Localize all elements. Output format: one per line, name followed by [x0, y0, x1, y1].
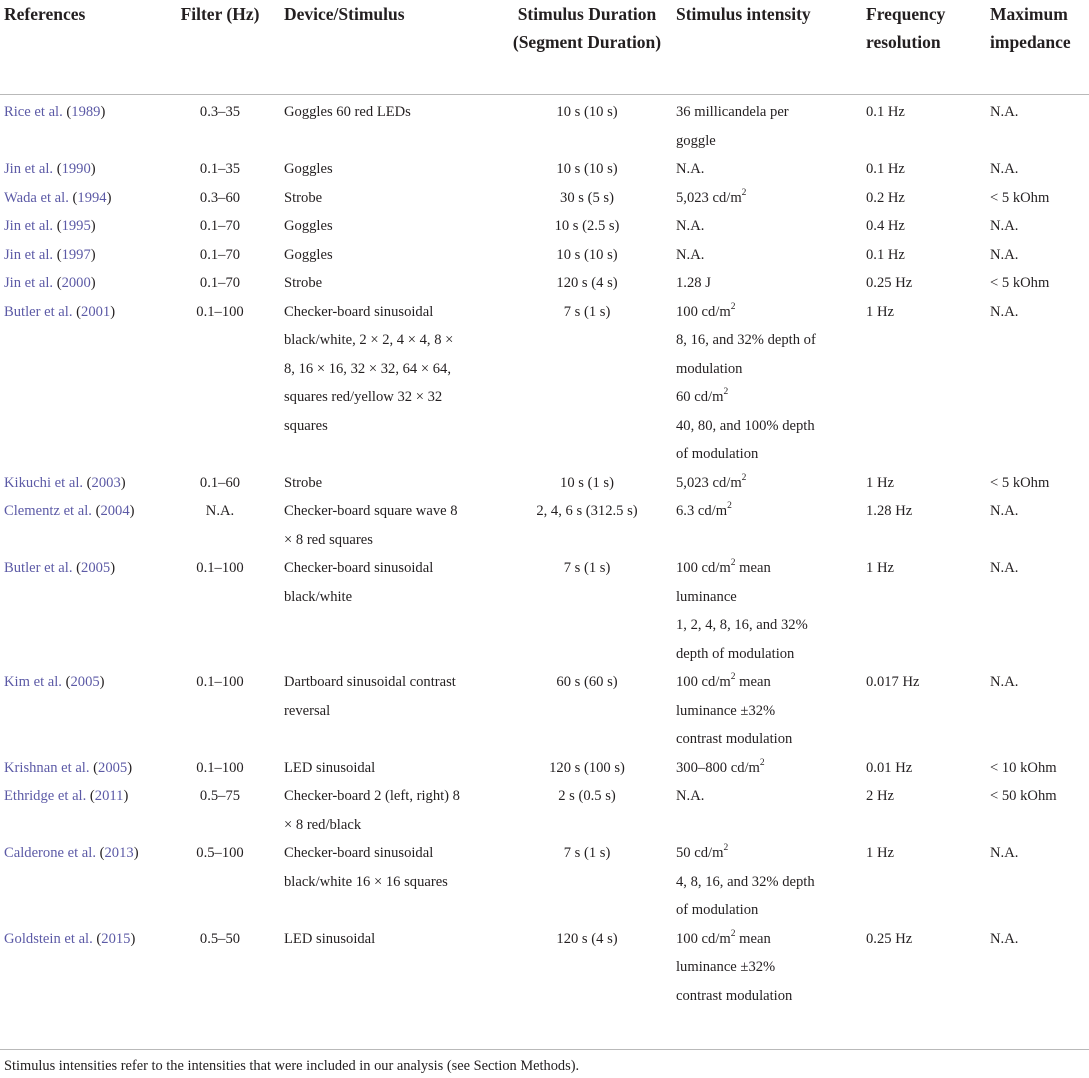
reference-link[interactable]: Clementz et al. [4, 503, 92, 519]
reference-cell [0, 668, 160, 754]
reference-year-link[interactable]: 1994 [77, 189, 107, 206]
impedance-cell: N.A. [990, 674, 1019, 690]
reference-cell [0, 212, 160, 241]
duration-cell: 10 s (10 s) [556, 104, 618, 120]
impedance-cell: N.A. [990, 104, 1019, 120]
device-cell [280, 754, 502, 783]
device-cell [280, 839, 502, 925]
duration-cell: 7 s (1 s) [563, 303, 611, 320]
table-row [0, 269, 1089, 298]
table-body [0, 95, 1089, 1011]
paren-close: ) [110, 560, 116, 576]
duration-cell: 2 s (0.5 s) [558, 788, 616, 804]
table-row [0, 925, 1089, 1011]
paren-open: ( [92, 930, 102, 947]
paren-close: ) [90, 246, 96, 263]
cell-line: 5,023 $cd/m^2$ [676, 472, 747, 491]
device-cell [280, 925, 502, 1011]
frequency-cell: 0.25 Hz [866, 275, 913, 291]
reference-cell [0, 497, 160, 554]
device-cell [280, 782, 502, 839]
intensity-cell [672, 925, 862, 1011]
cell-line: black/white, 2 × 2, 4 × 4, 8 × [284, 332, 454, 348]
duration-cell: 120 s (100 s) [549, 759, 625, 776]
reference-link[interactable]: Ethridge et al. [4, 788, 87, 804]
paren-open: ( [61, 674, 71, 690]
reference-cell [0, 241, 160, 270]
reference-year-link[interactable]: 2011 [94, 788, 124, 804]
paren-close: ) [133, 845, 139, 861]
filter-cell: 0.5–100 [196, 845, 244, 861]
cell-line: reversal [284, 702, 331, 719]
table-row [0, 469, 1089, 498]
cell-line: luminance ±32% [676, 702, 776, 719]
filter-cell: 0.1–35 [199, 161, 241, 177]
paren-open: ( [53, 275, 62, 291]
cell-line: Strobe [284, 474, 323, 491]
cell-line: contrast modulation [676, 987, 793, 1004]
table-row [0, 95, 1089, 156]
cell-line: squares [284, 417, 328, 434]
reference-cell [0, 925, 160, 1011]
impedance-cell: N.A. [990, 560, 1019, 576]
reference-link[interactable]: Wada et al. [4, 189, 69, 206]
device-cell [280, 668, 502, 754]
duration-cell: 120 s (4 s) [556, 930, 618, 947]
reference-year-link[interactable]: 2005 [81, 560, 111, 576]
duration-cell: 7 s (1 s) [563, 560, 611, 576]
table-row [0, 155, 1089, 184]
cell-line: 100 $cd/m^2$ mean [676, 672, 771, 690]
reference-cell [0, 469, 160, 498]
header-duration: Stimulus Duration (Segment Duration) [512, 4, 662, 52]
cell-line: modulation [676, 360, 743, 377]
cell-line: black/white 16 × 16 squares [284, 873, 448, 890]
cell-line: squares red/yellow 32 × 32 [284, 389, 443, 405]
reference-cell [0, 95, 160, 156]
paren-close: ) [99, 674, 105, 690]
reference-link[interactable]: Butler et al. [4, 560, 73, 576]
footer-divider [0, 1049, 1089, 1050]
paren-close: ) [127, 759, 133, 776]
reference-year-link[interactable]: 2005 [98, 759, 128, 776]
paren-close: ) [90, 218, 96, 234]
filter-cell: 0.3–60 [199, 189, 241, 206]
cell-line: contrast modulation [676, 731, 793, 747]
paren-open: ( [68, 189, 78, 206]
impedance-cell: < 5 kOhm [990, 474, 1050, 491]
header-references: References [4, 4, 86, 24]
intensity-cell [672, 469, 862, 498]
impedance-cell: N.A. [990, 845, 1019, 861]
table-row [0, 554, 1089, 668]
cell-line: N.A. [676, 246, 705, 263]
reference-year-link[interactable]: 2005 [70, 674, 100, 690]
frequency-cell: 0.01 Hz [866, 759, 913, 776]
device-cell [280, 212, 502, 241]
frequency-cell: 0.017 Hz [866, 674, 920, 690]
frequency-cell: 1 Hz [866, 303, 894, 320]
frequency-cell: 0.1 Hz [866, 161, 905, 177]
table-row [0, 184, 1089, 213]
reference-cell [0, 184, 160, 213]
cell-line: luminance [676, 588, 737, 605]
device-cell [280, 554, 502, 668]
paren-close: ) [90, 161, 96, 177]
paren-open: ( [83, 474, 92, 491]
intensity-cell [672, 554, 862, 668]
intensity-cell [672, 95, 862, 156]
header-impedance: Maximum impedance [990, 4, 1071, 52]
cell-line: 8, 16, and 32% depth of [676, 332, 816, 348]
reference-cell [0, 782, 160, 839]
reference-link[interactable]: Krishnan et al. [4, 759, 90, 776]
duration-cell: 10 s (2.5 s) [554, 218, 620, 234]
paren-close: ) [110, 303, 116, 320]
impedance-cell: < 50 kOhm [990, 788, 1057, 804]
cell-line: 300–800 $cd/m^2$ [676, 757, 765, 776]
cell-line: luminance ±32% [676, 959, 776, 975]
intensity-cell [672, 298, 862, 469]
reference-link[interactable]: Rice et al. [4, 104, 63, 120]
cell-line: 100 $cd/m^2$ mean [676, 928, 771, 947]
cell-line: N.A. [676, 788, 705, 804]
reference-year-link[interactable]: 1995 [61, 218, 91, 234]
reference-cell [0, 155, 160, 184]
impedance-cell: N.A. [990, 503, 1019, 519]
cell-line: 5,023 $cd/m^2$ [676, 187, 747, 206]
reference-cell [0, 754, 160, 783]
cell-line: Checker-board 2 (left, right) 8 [284, 788, 460, 804]
reference-year-link[interactable]: 2004 [100, 503, 130, 519]
intensity-cell [672, 839, 862, 925]
reference-link[interactable]: Jin et al. [4, 161, 54, 177]
filter-cell: 0.1–100 [196, 674, 244, 690]
filter-cell: 0.1–70 [199, 275, 241, 291]
cell-line: 60 $cd/m^2$ [676, 387, 729, 405]
frequency-cell: 0.1 Hz [866, 246, 905, 263]
intensity-cell [672, 269, 862, 298]
cell-line: Goggles 60 red LEDs [284, 104, 411, 120]
cell-line: 8, 16 × 16, 32 × 32, 64 × 64, [284, 360, 451, 377]
intensity-cell [672, 212, 862, 241]
cell-line: LED sinusoidal [284, 930, 376, 947]
filter-cell: 0.3–35 [199, 104, 241, 120]
reference-cell [0, 554, 160, 668]
cell-line: black/white [284, 588, 353, 605]
paren-close: ) [130, 930, 136, 947]
paren-open: ( [86, 788, 95, 804]
device-cell [280, 241, 502, 270]
filter-cell: 0.1–100 [196, 759, 244, 776]
cell-line: LED sinusoidal [284, 759, 376, 776]
reference-year-link[interactable]: 2001 [81, 303, 111, 320]
cell-line: Checker-board sinusoidal [284, 560, 434, 576]
duration-cell: 10 s (10 s) [556, 246, 618, 263]
filter-cell: 0.5–75 [199, 788, 241, 804]
paren-open: ( [53, 161, 62, 177]
impedance-cell: N.A. [990, 930, 1019, 947]
filter-cell: 0.1–70 [199, 218, 241, 234]
cell-line: 36 millicandela per [676, 104, 789, 120]
cell-line: Strobe [284, 189, 323, 206]
impedance-cell: N.A. [990, 246, 1019, 263]
impedance-cell: < 5 kOhm [990, 275, 1050, 291]
paren-close: ) [120, 474, 126, 491]
cell-line: 6.3 $cd/m^2$ [676, 501, 732, 519]
reference-link[interactable]: Jin et al. [4, 246, 54, 263]
cell-line: 1.28 J [676, 275, 711, 291]
filter-cell: 0.1–70 [199, 246, 241, 263]
paren-open: ( [62, 104, 72, 120]
header-filter: Filter (Hz) [180, 4, 260, 24]
reference-link[interactable]: Jin et al. [4, 275, 54, 291]
device-cell [280, 155, 502, 184]
device-cell [280, 469, 502, 498]
reference-cell [0, 839, 160, 925]
reference-link[interactable]: Butler et al. [4, 303, 73, 320]
cell-line: Goggles [284, 161, 333, 177]
cell-line: goggle [676, 132, 716, 149]
reference-cell [0, 269, 160, 298]
cell-line: depth of modulation [676, 645, 795, 662]
reference-link[interactable]: Calderone et al. [4, 845, 96, 861]
paren-open: ( [72, 560, 82, 576]
cell-line: Checker-board square wave 8 [284, 503, 458, 519]
device-cell [280, 497, 502, 554]
paren-open: ( [53, 246, 62, 263]
paren-close: ) [123, 788, 129, 804]
table-row [0, 668, 1089, 754]
cell-line: Checker-board sinusoidal [284, 845, 434, 861]
cell-line: Goggles [284, 246, 333, 263]
cell-line: 40, 80, and 100% depth [676, 417, 815, 434]
cell-line: Dartboard sinusoidal contrast [284, 674, 456, 690]
cell-line: 100 $cd/m^2$ mean [676, 558, 771, 576]
table-row [0, 782, 1089, 839]
cell-line: 50 $cd/m^2$ [676, 843, 729, 861]
cell-line: of modulation [676, 902, 759, 918]
reference-year-link[interactable]: 2015 [101, 930, 131, 947]
filter-cell: 0.5–50 [199, 930, 241, 947]
filter-cell: 0.1–100 [196, 560, 244, 576]
duration-cell: 30 s (5 s) [560, 189, 614, 206]
duration-cell: 7 s (1 s) [563, 845, 611, 861]
cell-line: of modulation [676, 446, 759, 462]
paren-open: ( [72, 303, 82, 320]
header-device: Device/Stimulus [284, 4, 405, 24]
cell-line: N.A. [676, 161, 705, 177]
intensity-cell [672, 155, 862, 184]
intensity-cell [672, 184, 862, 213]
frequency-cell: 1 Hz [866, 560, 894, 576]
reference-link[interactable]: Jin et al. [4, 218, 54, 234]
frequency-cell: 0.2 Hz [866, 189, 905, 206]
cell-line: × 8 red/black [284, 816, 362, 833]
paren-open: ( [89, 759, 99, 776]
reference-link[interactable]: Kikuchi et al. [4, 474, 84, 491]
table-header-row [0, 0, 1089, 95]
impedance-cell: N.A. [990, 161, 1019, 177]
intensity-cell [672, 497, 862, 554]
intensity-cell [672, 754, 862, 783]
cell-line: 4, 8, 16, and 32% depth [676, 873, 815, 890]
paren-open: ( [91, 503, 101, 519]
duration-cell: 120 s (4 s) [556, 275, 618, 291]
reference-link[interactable]: Kim et al. [4, 674, 62, 690]
frequency-cell: 2 Hz [866, 788, 894, 804]
paren-close: ) [100, 104, 106, 120]
reference-year-link[interactable]: 1989 [71, 104, 101, 120]
device-cell [280, 298, 502, 469]
device-cell [280, 95, 502, 156]
paren-close: ) [90, 275, 96, 291]
duration-cell: 2, 4, 6 s (312.5 s) [536, 503, 638, 519]
intensity-cell [672, 782, 862, 839]
frequency-cell: 0.4 Hz [866, 218, 905, 234]
table-row [0, 497, 1089, 554]
cell-line: 1, 2, 4, 8, 16, and 32% [676, 617, 808, 633]
frequency-cell: 1 Hz [866, 845, 894, 861]
reference-link[interactable]: Goldstein et al. [4, 930, 93, 947]
cell-line: Strobe [284, 275, 323, 291]
table-row [0, 754, 1089, 783]
reference-year-link[interactable]: 1997 [61, 246, 91, 263]
frequency-cell: 0.1 Hz [866, 104, 905, 120]
paren-open: ( [95, 845, 105, 861]
cell-line: N.A. [676, 218, 705, 234]
frequency-cell: 1 Hz [866, 474, 894, 491]
table-row [0, 212, 1089, 241]
duration-cell: 60 s (60 s) [556, 674, 618, 690]
device-cell [280, 269, 502, 298]
impedance-cell: N.A. [990, 303, 1019, 320]
intensity-cell [672, 241, 862, 270]
intensity-cell [672, 668, 862, 754]
paren-close: ) [106, 189, 112, 206]
cell-line: Goggles [284, 218, 333, 234]
duration-cell: 10 s (10 s) [556, 161, 618, 177]
table-footnote: Stimulus intensities refer to the intensities that were included in our analysis (see Section Methods). [4, 1058, 580, 1074]
filter-cell: 0.1–100 [196, 303, 244, 320]
reference-cell [0, 298, 160, 469]
paren-open: ( [53, 218, 62, 234]
frequency-cell: 1.28 Hz [866, 503, 913, 519]
impedance-cell: < 5 kOhm [990, 189, 1050, 206]
reference-year-link[interactable]: 1990 [61, 161, 91, 177]
impedance-cell: N.A. [990, 218, 1019, 234]
cell-line: × 8 red squares [284, 531, 373, 548]
duration-cell: 10 s (1 s) [560, 474, 614, 491]
reference-year-link[interactable]: 2000 [61, 275, 91, 291]
paren-close: ) [129, 503, 135, 519]
filter-cell: N.A. [205, 503, 235, 519]
filter-cell: 0.1–60 [199, 474, 241, 491]
table-row [0, 839, 1089, 925]
cell-line: 100 $cd/m^2$ [676, 301, 736, 320]
header-intensity: Stimulus intensity [676, 4, 811, 24]
cell-line: Checker-board sinusoidal [284, 303, 434, 320]
table-row [0, 298, 1089, 469]
header-frequency: Frequency resolution [866, 4, 946, 52]
table-row [0, 241, 1089, 270]
impedance-cell: < 10 kOhm [990, 759, 1057, 776]
frequency-cell: 0.25 Hz [866, 930, 913, 947]
device-cell [280, 184, 502, 213]
reference-year-link[interactable]: 2013 [104, 845, 134, 861]
reference-year-link[interactable]: 2003 [91, 474, 121, 491]
